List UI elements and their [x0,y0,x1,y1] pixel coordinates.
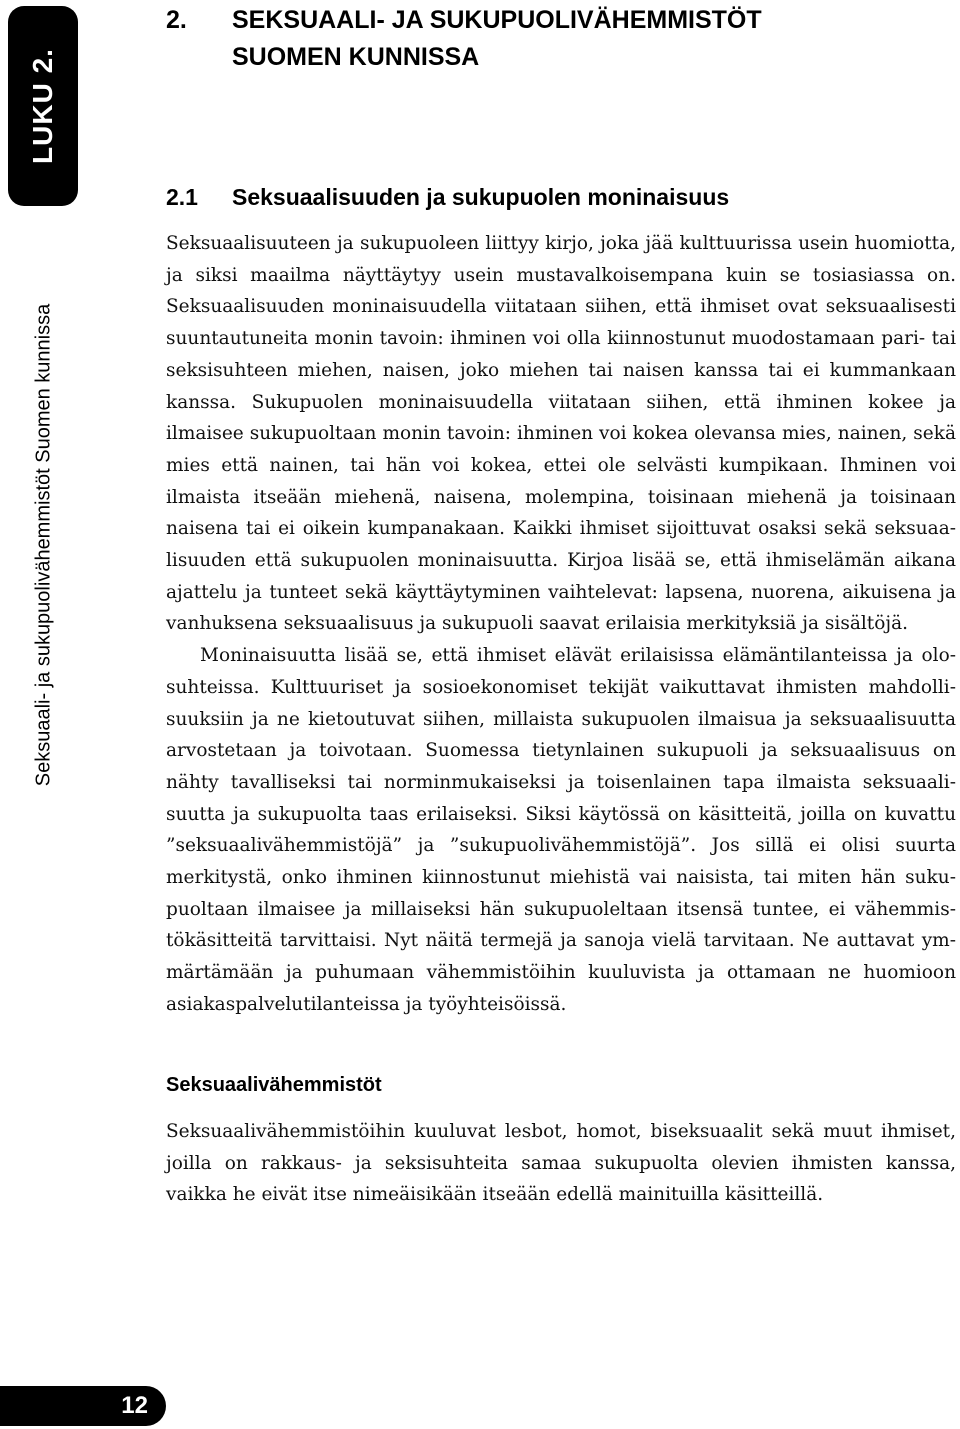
subsection-body [166,1116,956,1211]
section-title: Seksuaalisuuden ja sukupuolen moninaisuus [232,184,730,210]
running-side-title: Seksuaali- ja sukupuolivähemmistöt Suomen kunnissa [32,303,55,787]
chapter-number: 2. [166,6,187,34]
section-heading [166,184,729,211]
chapter-heading [166,2,946,76]
page-number: 12 [121,1392,148,1419]
body-paragraph: Moninaisuutta lisää se, että ihmiset elävät erilaisissa elämäntilanteissa ja olosuhteissa. Kulttuuriset ja sosioekonomiset tekijät vaikuttavat ihmisten mahdollisuuksiin ja ne kietoutuvat siihen, millaista sukupuolen ilmaisua ja seksuaalisuutta arvostetaan ja toivotaan. Suomessa tietynlainen sukupuoli ja seksuaalisuus on nähty tavalliseksi tai norminmukaiseksi ja toisenlainen tapa ilmaista seksuaalisuutta ja sukupuolta taas erilaiseksi. Siksi käytössä on käsitteitä, joilla on kuvattu ”seksuaalivähemmistöjä” ja ”sukupuolivähemmistöjä”. Jos sillä ei olisi suurta merkitystä, onko ihminen kiinnostunut miehistä vai naisista, tai miten hän sukupuoltaan ilmaisee ja millaiseksi hän sukupuoleltaan itsensä tuntee, ei vähemmistökäsitteitä tarvittaisi. Nyt näitä termejä ja sanoja vielä tarvitaan. Ne auttavat ymmärtämään ja puhumaan vähemmistöihin kuuluvista ja ottamaan ne huomioon asiakaspalvelutilanteissa ja työyhteisöissä. [166,645,956,1015]
section-body [166,228,956,1021]
chapter-tab [8,6,78,206]
chapter-tab-label: LUKU 2. [27,48,58,164]
body-paragraph: Seksuaalisuuteen ja sukupuoleen liittyy kirjo, joka jää kulttuurissa usein huomiotta, ja siksi maailma näyttäytyy usein mustavalkoisempana kuin se tosiasiassa on. Seksuaalisuuden moninaisuudella viitataan siihen, että ihmiset ovat seksuaalisesti suuntautuneita monin tavoin: ihminen voi olla kiinnostunut muodostamaan pari- tai seksisuhteen miehen, naisen, joko miehen tai naisen kanssa tai ei kummankaan kanssa. Sukupuolen moninaisuudella viitataan siihen, että ihminen kokee ja ilmaisee sukupuoltaan monin tavoin: ihminen voi kokea olevansa mies, nainen, sekä mies että nainen, tai hän voi kokea, ettei ole selvästi kumpikaan. Ihminen voi ilmaista itseään miehenä, naisena, molempina, toisinaan miehenä ja toisinaan naisena tai ei oikein kumpanakaan. Kaikki ihmiset sijoittuvat osaksi sekä seksuaalisuuden että sukupuolen moninaisuutta. Kirjoa lisää se, että ihmiselämän aikana ajattelu ja tunteet sekä käyttäytyminen vaihtelevat: lapsena, nuorena, aikuisena ja vanhuksena seksuaalisuus ja sukupuoli saavat erilaisia merkityksiä ja sisältöjä. [166,233,956,635]
section-number: 2.1 [166,184,198,210]
body-paragraph: Seksuaalivähemmistöihin kuuluvat lesbot, homot, biseksuaalit sekä muut ihmiset, joilla on rakkaus- ja seksisuhteita samaa sukupuolta olevien ihmisten kanssa, vaikka he eivät itse nimeäisikään itseään edellä mainituilla käsitteillä. [166,1121,956,1206]
page-number-tab [0,1386,166,1426]
chapter-title: SEKSUAALI- JA SUKUPUOLIVÄHEMMISTÖT SUOMEN KUNNISSA [232,6,762,71]
subsection-heading: Seksuaalivähemmistöt [166,1074,382,1096]
